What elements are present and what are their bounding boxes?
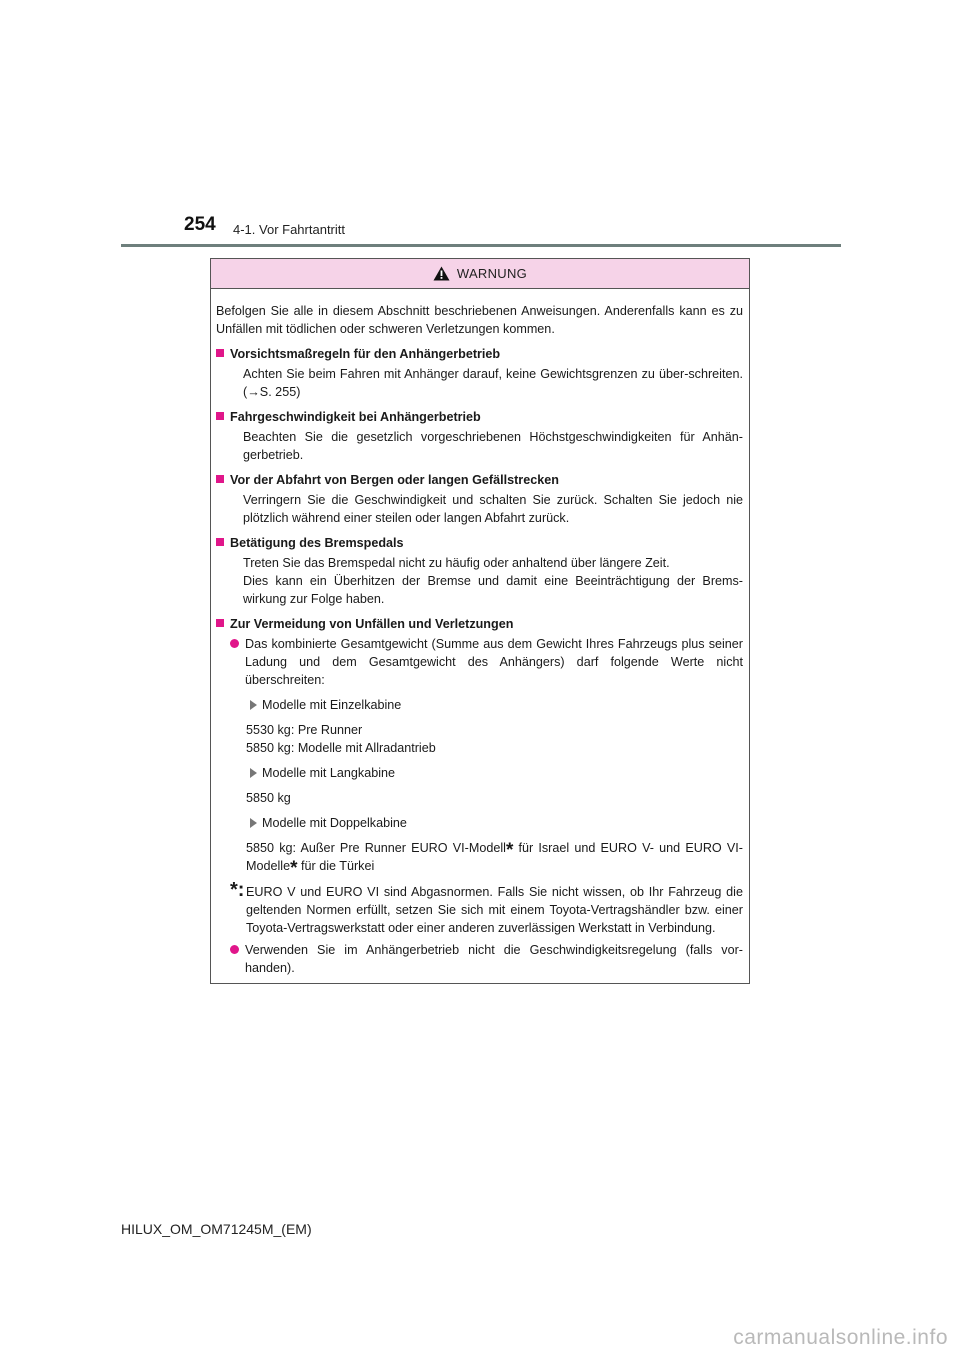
weight-block [246,789,743,807]
section-heading [216,534,743,552]
sub-heading [250,696,743,714]
warning-header [211,259,749,289]
list-item [230,941,743,977]
weight-block [246,721,743,757]
sub-heading-text: Modelle mit Doppelkabine [262,816,407,830]
header-rule [121,244,841,247]
bullet-text: Verwenden Sie im Anhängerbetrieb nicht die Geschwindigkeitsregelung (falls vor-handen). [245,943,743,975]
footnote-text: EURO V und EURO VI sind Abgasnormen. Falls Sie nicht wissen, ob Ihr Fahrzeug die geltenden Normen erfüllt, setzen Sie sich mit einem Toyota-Vertragshändler bzw. einer Toyota-Vertragswerkstatt oder einer anderen zuverlässigen Werkstatt in Verbindung. [246,885,743,935]
weight-block [246,839,743,879]
weight-text: für die Türkei [297,859,375,873]
footnote-mark: *: [230,879,245,901]
bullet-text: Das kombinierte Gesamtgewicht (Summe aus dem Gewicht Ihres Fahrzeugs plus seiner Ladung und dem Gesamtgewicht des Anhängers) darf folgende Werte nicht überschreiten: [245,637,743,687]
section-heading [216,615,743,633]
section-text: Verringern Sie die Geschwindigkeit und schalten Sie zurück. Schalten Sie jedoch nie plötzlich während einer steilen oder langen Abfahrt zurück. [243,493,743,525]
heading-text: Vorsichtsmaßregeln für den Anhängerbetrieb [230,347,501,361]
footnote [230,879,743,937]
weight-line: 5850 kg: Modelle mit Allradantrieb [246,741,436,755]
heading-text: Zur Vermeidung von Unfällen und Verletzungen [230,617,514,631]
round-bullet-icon [230,945,239,954]
footnote-star: * [505,840,514,861]
sub-heading [250,764,743,782]
weight-text: 5850 kg: Außer Pre Runner EURO VI-Modell [246,841,506,855]
square-bullet-icon [216,538,224,546]
list-item [230,635,743,689]
sub-heading-text: Modelle mit Einzelkabine [262,698,402,712]
weight-line: 5850 kg [246,791,291,805]
section-heading [216,345,743,363]
warning-intro: Befolgen Sie alle in diesem Abschnitt beschriebenen Anweisungen. Anderenfalls kann es zu Unfällen mit tödlichen oder schweren Verletzungen kommen. [216,304,743,336]
square-bullet-icon [216,349,224,357]
sub-heading-text: Modelle mit Langkabine [262,766,396,780]
heading-text: Vor der Abfahrt von Bergen oder langen Gefällstrecken [230,473,559,487]
section-text: Dies kann ein Überhitzen der Bremse und damit eine Beeinträchtigung der Brems-wirkung zur Folge haben. [243,574,743,606]
triangle-right-icon [250,768,257,778]
section-heading [216,471,743,489]
weight-text: für Israel und EURO V- und EURO VI-Modelle [246,841,743,873]
document-id: HILUX_OM_OM71245M_(EM) [121,1221,312,1237]
section-title: 4-1. Vor Fahrtantritt [233,222,345,237]
section-text: Beachten Sie die gesetzlich vorgeschriebenen Höchstgeschwindigkeiten für Anhän-gerbetrieb. [243,430,743,462]
warning-body [211,289,749,977]
warning-box [210,258,750,984]
triangle-right-icon [250,700,257,710]
warning-triangle-icon [433,266,450,281]
round-bullet-icon [230,639,239,648]
weight-line: 5530 kg: Pre Runner [246,723,363,737]
section-text: Achten Sie beim Fahren mit Anhänger darauf, keine Gewichtsgrenzen zu über-schreiten. (→S. 255) [243,367,743,399]
square-bullet-icon [216,412,224,420]
footnote-star: * [290,858,298,879]
section-text: Treten Sie das Bremspedal nicht zu häufig oder anhaltend über längere Zeit. [243,556,670,570]
page-number: 254 [184,214,216,235]
square-bullet-icon [216,619,224,627]
square-bullet-icon [216,475,224,483]
section-heading [216,408,743,426]
watermark: carmanualsonline.info [733,1326,948,1349]
warning-title: WARNUNG [456,266,528,281]
heading-text: Fahrgeschwindigkeit bei Anhängerbetrieb [230,410,481,424]
sub-heading [250,814,743,832]
heading-text: Betätigung des Bremspedals [230,536,404,550]
triangle-right-icon [250,818,257,828]
